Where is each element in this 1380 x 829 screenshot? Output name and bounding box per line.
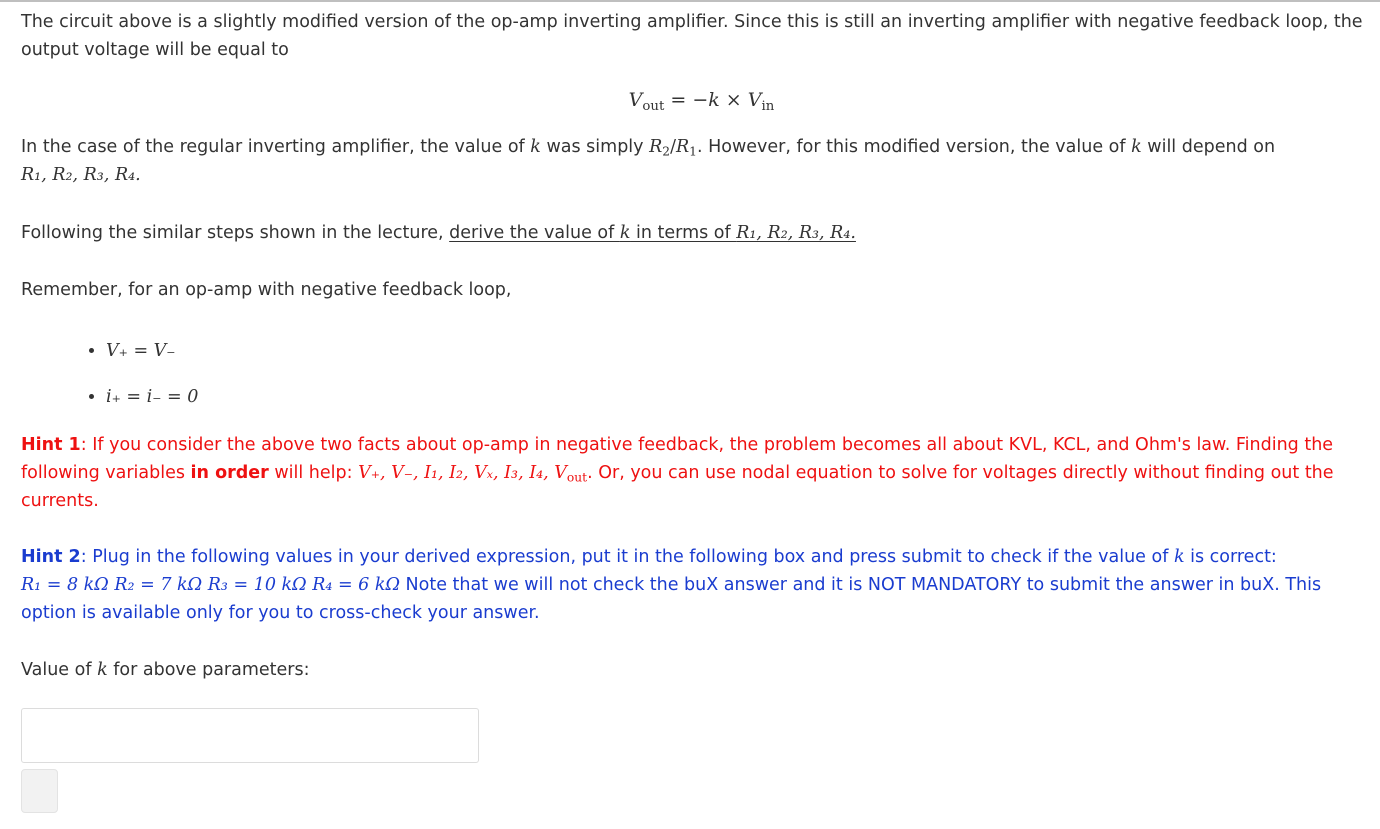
regular-amplifier-paragraph: In the case of the regular inverting amplifier, the value of k was simply $R_2/R_1$. However, for this modified version, the value of k will depend on R₁, R₂, R₃, R₄. bbox=[21, 137, 1276, 185]
derive-task-paragraph: Following the similar steps shown in the lecture, derive the value of k in terms of R₁, R₂, R₃, R₄. bbox=[21, 223, 856, 243]
submit-button[interactable] bbox=[21, 769, 58, 813]
derive-task-underline: derive the value of k in terms of R₁, R₂, R₃, R₄. bbox=[449, 223, 856, 243]
vout-equation: $V_{out} = -k \times V_{in}$ bbox=[628, 89, 775, 114]
k-value-input[interactable] bbox=[21, 708, 479, 763]
top-divider bbox=[0, 0, 1380, 2]
remember-paragraph: Remember, for an op-amp with negative feedback loop, bbox=[21, 280, 512, 300]
hint-2-paragraph: Hint 2: Plug in the following values in your derived expression, put it in the following box and press submit to check if the value of k is correct: R₁ = 8 kΩ R₂ = 7 kΩ R₃ = 10 kΩ R₄ = 6 kΩ Note that we will not check the buX answer and it is NOT MANDATORY to submit the answer in buX. This option is available only for you to cross-check your answer. bbox=[21, 547, 1322, 623]
answer-label: Value of k for above parameters: bbox=[21, 660, 310, 680]
intro-paragraph: The circuit above is a slightly modified version of the op-amp inverting amplifier. Since this is still an inverting amplifier with negative feedback loop, the output voltage will be equal to bbox=[21, 12, 1363, 60]
opamp-rules-list bbox=[78, 328, 198, 420]
list-item: • i₊ = i₋ = 0 bbox=[106, 374, 198, 420]
list-item: • V₊ = V₋ bbox=[106, 328, 198, 374]
hint-1-paragraph: Hint 1: If you consider the above two facts about op-amp in negative feedback, the problem becomes all about KVL, KCL, and Ohm's law. Finding the following variables in order will help: V₊, V₋, I₁, I₂, Vₓ, I₃, I₄, $V_{out}$. Or, you can use nodal equation to solve for voltages directly without finding out the currents. bbox=[21, 435, 1334, 511]
